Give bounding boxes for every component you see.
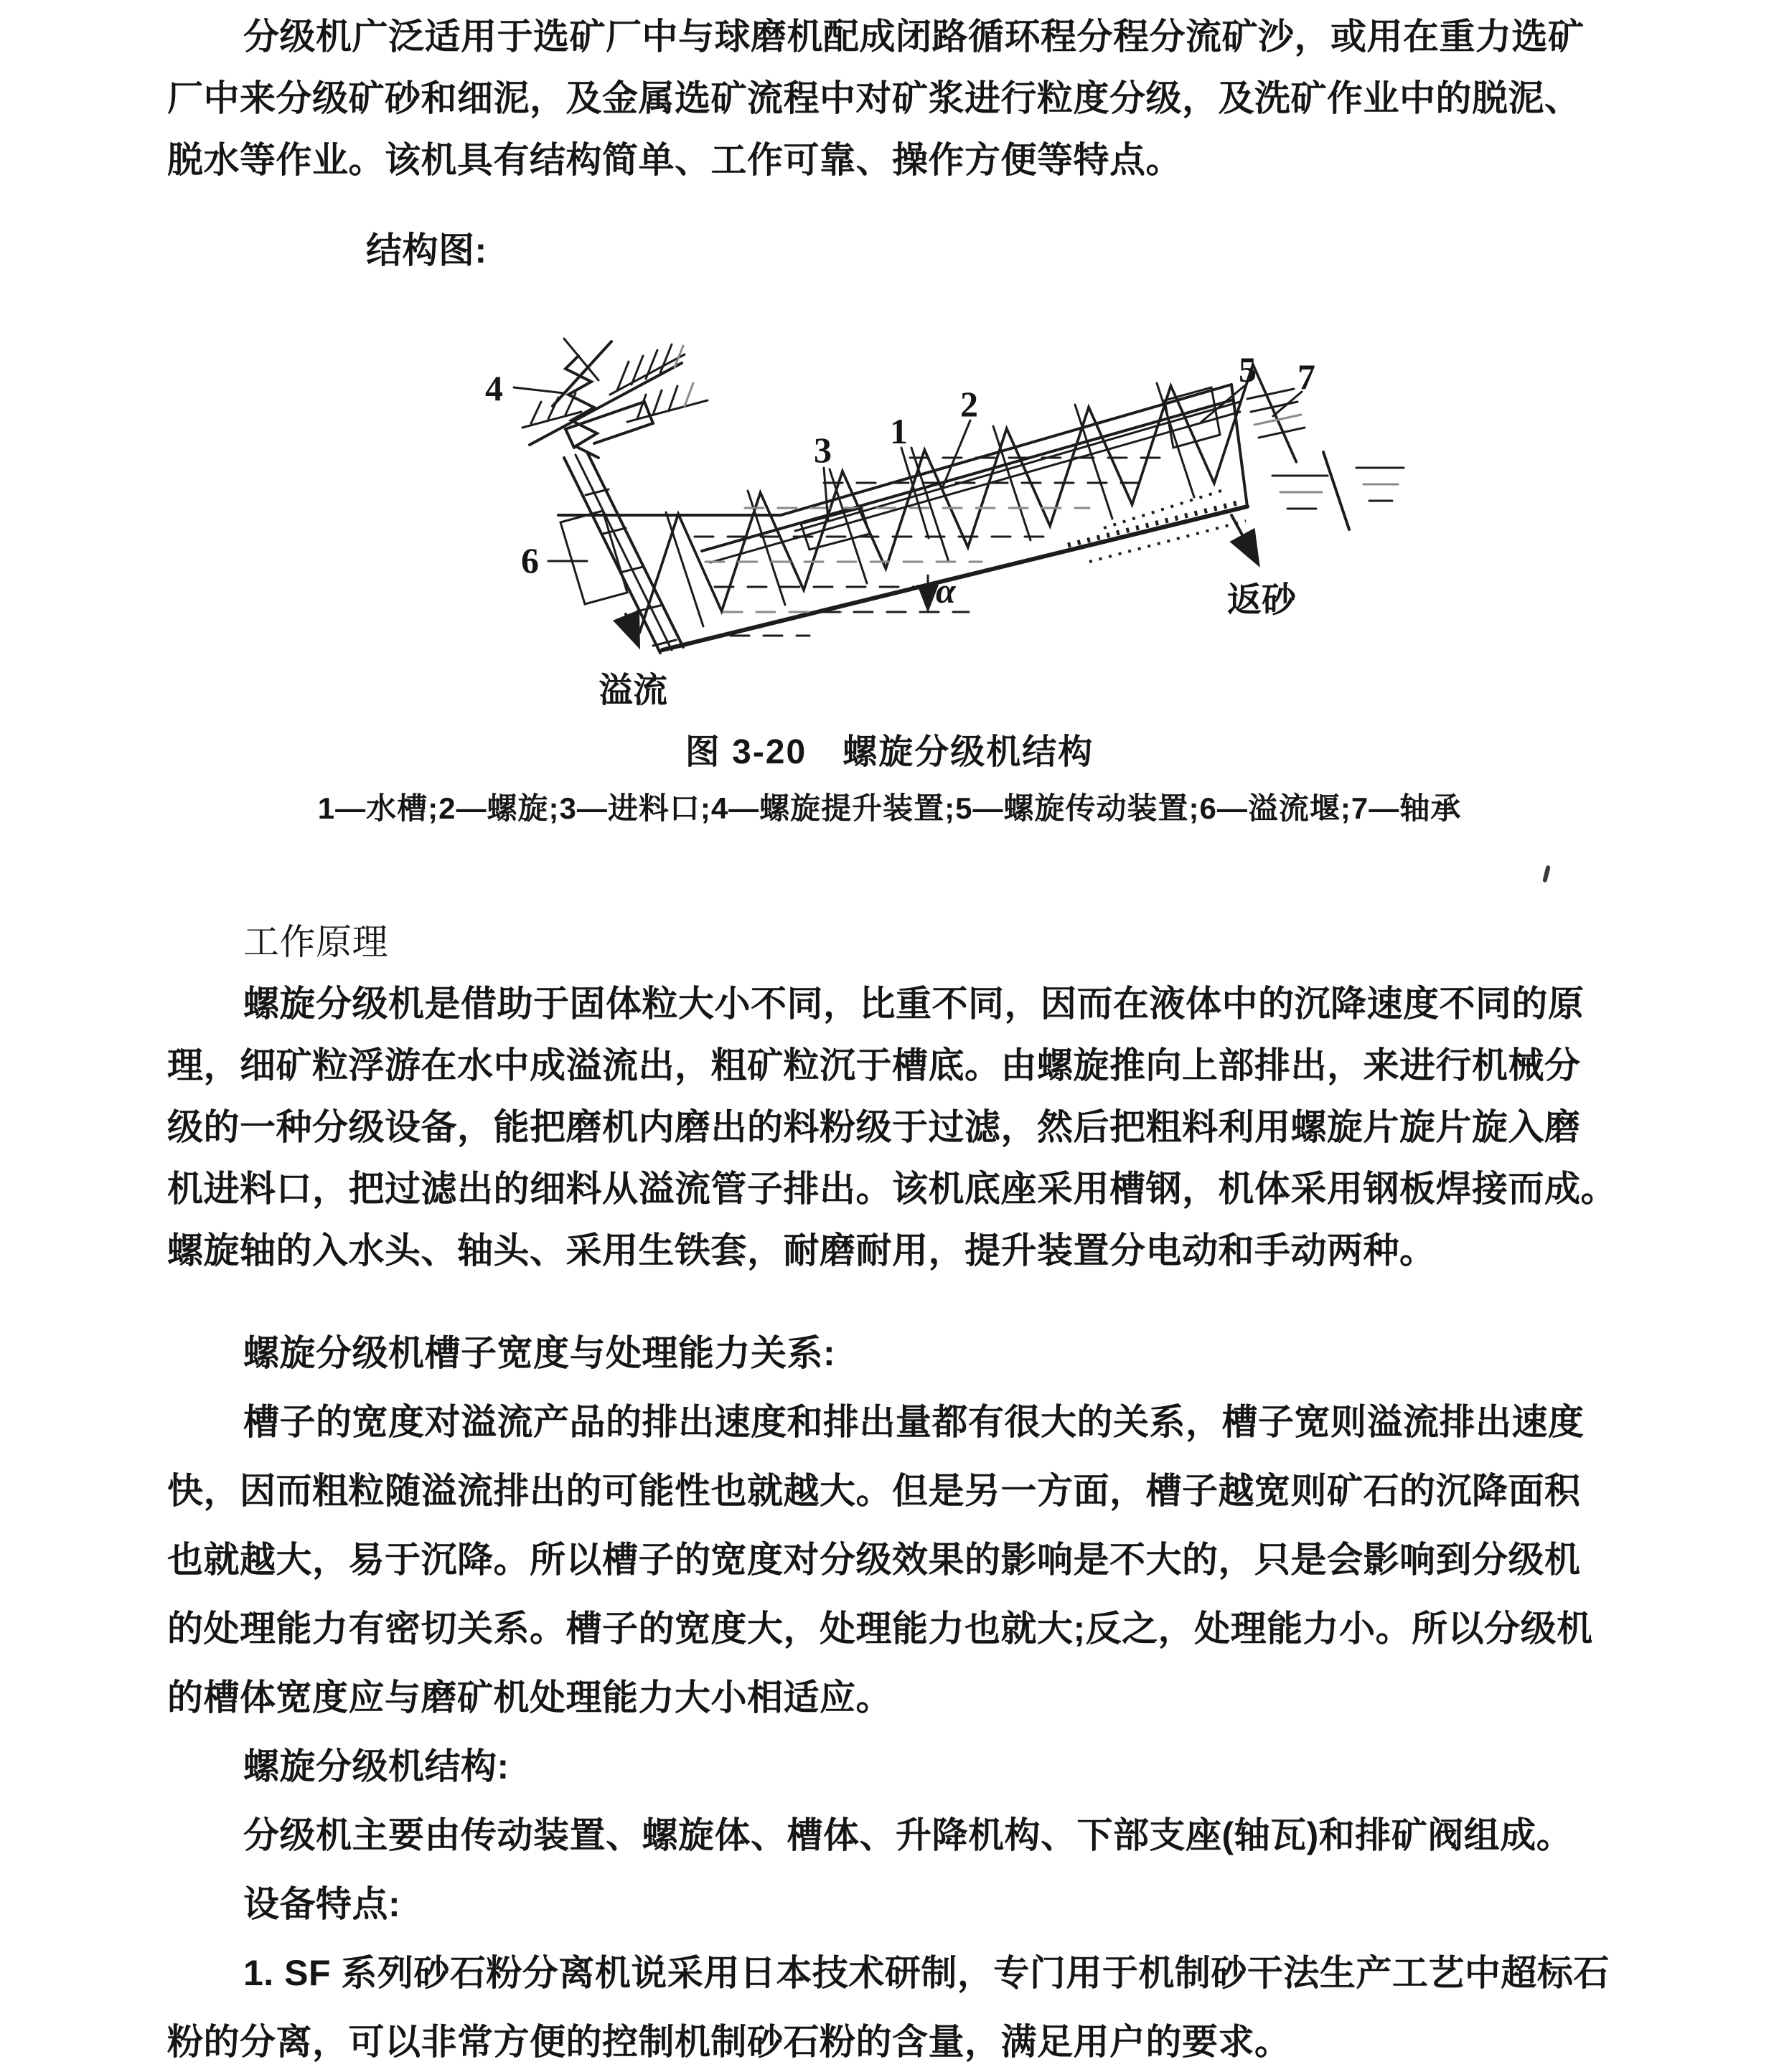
working-principle-heading: 工作原理 xyxy=(243,922,388,962)
figure-3-20 xyxy=(0,314,1779,828)
figure-label-7: 7 xyxy=(1297,357,1315,397)
intro-line-1: 分级机广泛适用于选矿厂中与球磨机配成闭路循环程分程分流矿沙，或用在重力选矿 xyxy=(243,17,1585,57)
intro-line-3: 脱水等作业。该机具有结构简单、工作可靠、操作方便等特点。 xyxy=(167,140,1182,180)
width-line-2: 快，因而粗粒随溢流排出的可能性也就越大。但是另一方面，槽子越宽则矿石的沉降面积 xyxy=(167,1471,1581,1511)
width-line-3: 也就越大，易于沉降。所以槽子的宽度对分级效果的影响是不大的，只是会影响到分级机 xyxy=(167,1540,1581,1580)
figure-label-5: 5 xyxy=(1239,349,1257,390)
sediment-dots xyxy=(1068,489,1246,562)
width-line-5: 的槽体宽度应与磨矿机处理能力大小相适应。 xyxy=(167,1677,892,1718)
stray-ink-mark xyxy=(1542,865,1551,883)
figure-label-4: 4 xyxy=(485,368,503,408)
figure-label-1: 1 xyxy=(890,411,908,451)
spiral-classifier-diagram xyxy=(422,314,1427,730)
principle-line-2: 理，细矿粒浮游在水中成溢流出，粗矿粒沉于槽底。由螺旋推向上部排出，来进行机械分 xyxy=(167,1045,1581,1086)
structure-section-heading: 螺旋分级机结构: xyxy=(243,1746,510,1786)
overflow-arrow xyxy=(626,614,638,644)
width-line-4: 的处理能力有密切关系。槽子的宽度大，处理能力也就大;反之，处理能力小。所以分级机 xyxy=(167,1609,1593,1649)
structure-diagram-heading: 结构图: xyxy=(366,230,487,270)
features-line-1: 1. SF 系列砂石粉分离机说采用日本技术研制，专门用于机制砂干法生产工艺中超标石 xyxy=(243,1953,1610,1993)
figure-label-3: 3 xyxy=(814,430,832,470)
principle-line-4: 机进料口，把过滤出的细料从溢流管子排出。该机底座采用槽钢，机体采用钢板焊接而成。 xyxy=(167,1169,1617,1209)
figure-label-alpha: α xyxy=(936,570,956,611)
figure-label-2: 2 xyxy=(960,384,978,424)
figure-caption: 图 3-20 螺旋分级机结构 xyxy=(685,733,1094,771)
return-sand-label: 返砂 xyxy=(1227,581,1297,619)
wall-anchor-hatching xyxy=(522,344,708,445)
return-sand-arrow xyxy=(1231,515,1257,562)
width-relation-heading: 螺旋分级机槽子宽度与处理能力关系: xyxy=(243,1333,836,1373)
overflow-chute xyxy=(564,402,683,653)
intro-line-2: 厂中来分级矿砂和细泥，及金属选矿流程中对矿浆进行粒度分级，及洗矿作业中的脱泥、 xyxy=(167,78,1581,118)
figure-legend: 1—水槽;2—螺旋;3—进料口;4—螺旋提升装置;5—螺旋传动装置;6—溢流堰;7—轴承 xyxy=(317,791,1462,825)
width-line-1: 槽子的宽度对溢流产品的排出速度和排出量都有很大的关系，槽子宽则溢流排出速度 xyxy=(243,1402,1585,1442)
features-line-2: 粉的分离，可以非常方便的控制机制砂石粉的含量，满足用户的要求。 xyxy=(167,2022,1291,2062)
principle-line-5: 螺旋轴的入水头、轴头、采用生铁套，耐磨耐用，提升装置分电动和手动两种。 xyxy=(167,1230,1436,1271)
features-heading: 设备特点: xyxy=(243,1884,401,1924)
feed-inlet-box xyxy=(801,508,870,550)
structure-section-text: 分级机主要由传动装置、螺旋体、槽体、升降机构、下部支座(轴瓦)和排矿阀组成。 xyxy=(243,1815,1573,1855)
principle-line-1: 螺旋分级机是借助于固体粒大小不同，比重不同，因而在液体中的沉降速度不同的原 xyxy=(243,984,1585,1024)
principle-line-3: 级的一种分级设备，能把磨机内磨出的料粉级于过滤，然后把粗料利用螺旋片旋片旋入磨 xyxy=(167,1107,1581,1147)
overflow-label: 溢流 xyxy=(599,672,668,710)
figure-label-6: 6 xyxy=(521,540,539,580)
